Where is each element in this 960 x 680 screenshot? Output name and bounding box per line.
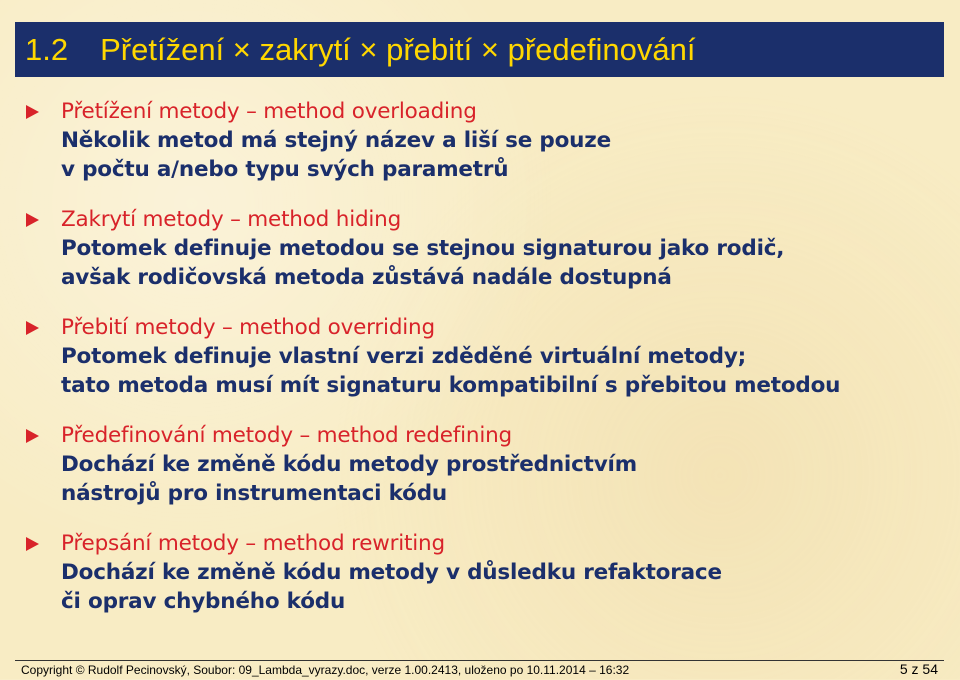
item-desc-line: Několik metod má stejný název a liší se pouze (61, 128, 611, 153)
item-heading-row (24, 313, 924, 342)
item-heading-row (24, 205, 924, 234)
item-heading-row (24, 421, 924, 450)
item-heading: Předefinování metody – method redefining (61, 423, 513, 448)
footer-copyright: Copyright © Rudolf Pecinovský, Soubor: 09_Lambda_vyrazy.doc, verze 1.00.2413, uloženo po 10.11.2014 – 16:32 (21, 663, 630, 677)
item-desc-line: Potomek definuje vlastní verzi zděděné virtuální metody; (61, 344, 747, 369)
list-item (24, 97, 924, 184)
triangle-bullet-icon (26, 321, 39, 335)
triangle-bullet-icon (26, 537, 39, 551)
item-desc-line: avšak rodičovská metoda zůstává nadále dostupná (61, 265, 672, 290)
triangle-bullet-icon (26, 429, 39, 443)
item-heading-row (24, 529, 924, 558)
item-desc-line: či oprav chybného kódu (61, 589, 346, 614)
footer-page-number: 5 z 54 (899, 661, 938, 677)
slide-footer (15, 660, 944, 680)
list-item (24, 205, 924, 292)
slide-title: Přetížení × zakrytí × přebití × předefinování (100, 31, 696, 67)
slide-content (24, 97, 924, 637)
list-item (24, 421, 924, 508)
slide-title-bar (15, 22, 944, 77)
list-item (24, 529, 924, 616)
slide-number: 1.2 (25, 31, 69, 67)
item-desc-line: Dochází ke změně kódu metody v důsledku refaktorace (61, 560, 722, 585)
item-desc-line: v počtu a/nebo typu svých parametrů (61, 157, 509, 182)
item-desc-line: Dochází ke změně kódu metody prostřednictvím (61, 452, 637, 477)
list-item (24, 313, 924, 400)
item-heading: Přebití metody – method overriding (61, 315, 435, 340)
item-desc-line: nástrojů pro instrumentaci kódu (61, 481, 447, 506)
triangle-bullet-icon (26, 105, 39, 119)
item-desc-line: Potomek definuje metodou se stejnou signaturou jako rodič, (61, 236, 785, 261)
item-desc-line: tato metoda musí mít signaturu kompatibilní s přebitou metodou (61, 373, 841, 398)
item-heading: Přepsání metody – method rewriting (61, 531, 445, 556)
item-heading: Zakrytí metody – method hiding (61, 207, 402, 232)
triangle-bullet-icon (26, 213, 39, 227)
item-heading-row (24, 97, 924, 126)
item-heading: Přetížení metody – method overloading (61, 99, 477, 124)
